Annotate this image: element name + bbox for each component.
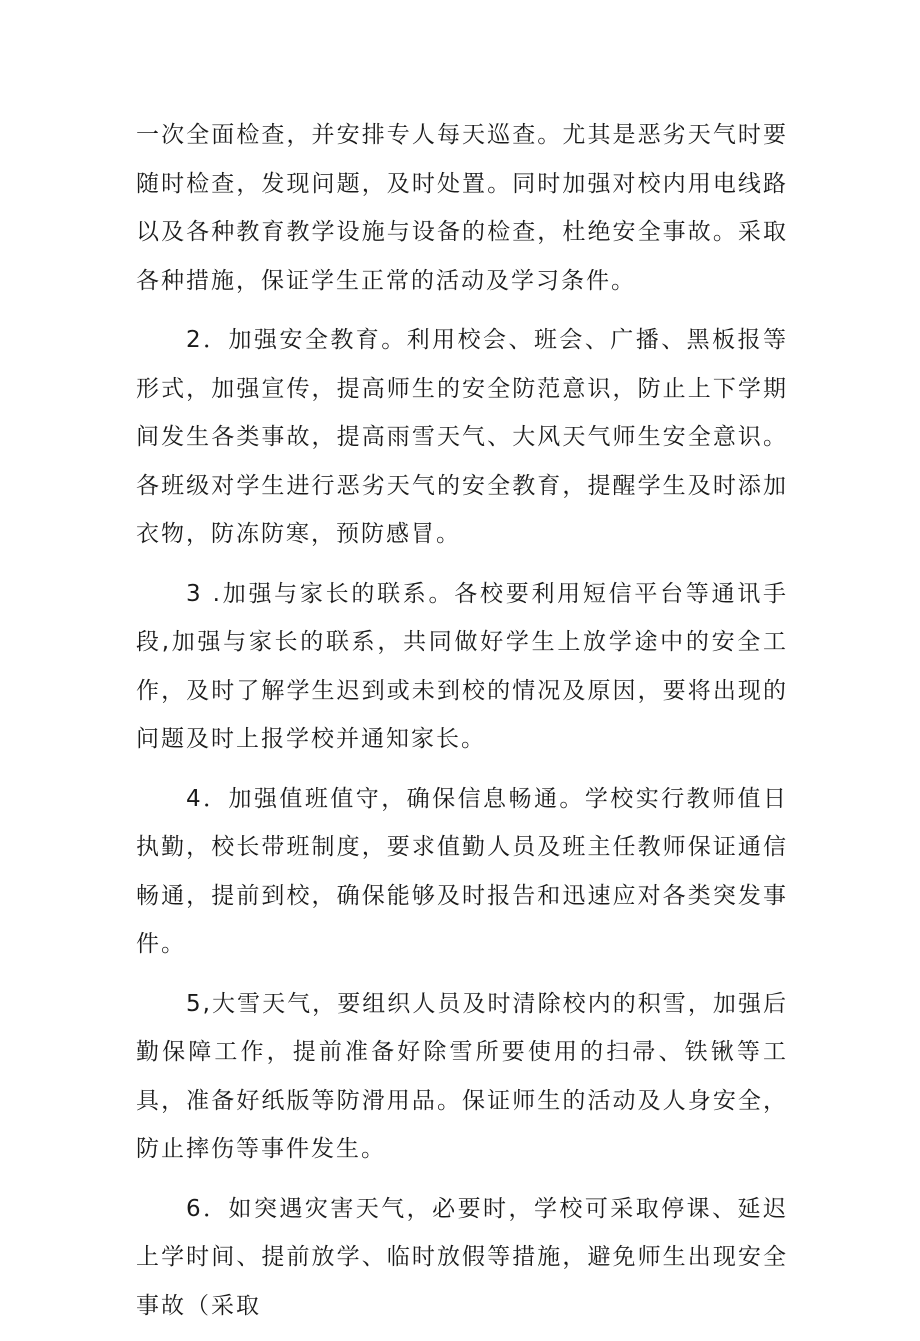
paragraph-continuation: 一次全面检查，并安排专人每天巡查。尤其是恶劣天气时要随时检查，发现问题，及时处置。同时加强对校内用电线路以及各种教育教学设施与设备的检查，杜绝安全事故。采取各种措施，保证学生正常的活动及学习条件。 — [136, 122, 788, 294]
paragraph-item-3: 3 .加强与家长的联系。各校要利用短信平台等通讯手段,加强与家长的联系，共同做好学生上放学途中的安全工作，及时了解学生迟到或未到校的情况及原因，要将出现的问题及时上报学校并通知家长。 — [136, 580, 788, 752]
paragraph-item-4: 4．加强值班值守，确保信息畅通。学校实行教师值日执勤，校长带班制度，要求值勤人员及班主任教师保证通信畅通，提前到校，确保能够及时报告和迅速应对各类突发事件。 — [136, 785, 788, 957]
document-body — [136, 111, 788, 1341]
paragraph-item-5: 5,大雪天气，要组织人员及时清除校内的积雪，加强后勤保障工作，提前准备好除雪所要使用的扫帚、铁锹等工具，准备好纸版等防滑用品。保证师生的活动及人身安全，防止摔伤等事件发生。 — [136, 990, 788, 1162]
paragraph-item-2: 2．加强安全教育。利用校会、班会、广播、黑板报等形式，加强宣传，提高师生的安全防范意识，防止上下学期间发生各类事故，提高雨雪天气、大风天气师生安全意识。各班级对学生进行恶劣天气的安全教育，提醒学生及时添加衣物，防冻防寒，预防感冒。 — [136, 327, 788, 547]
paragraph-item-6: 6．如突遇灾害天气，必要时，学校可采取停课、延迟上学时间、提前放学、临时放假等措施，避免师生出现安全事故（采取 — [136, 1195, 788, 1319]
